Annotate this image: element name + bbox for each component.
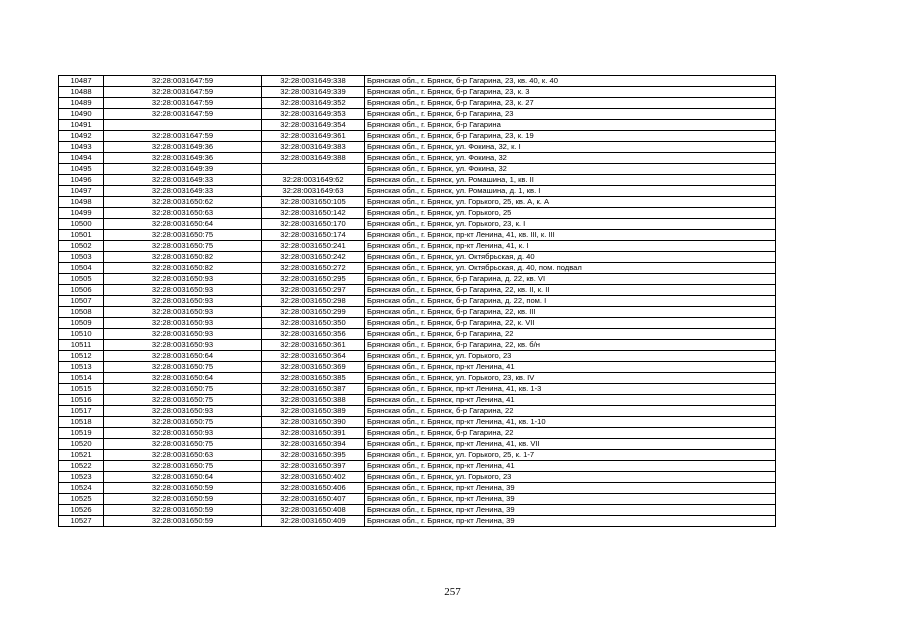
table-row bbox=[59, 197, 776, 208]
cadastral-number-cell: 32:28:0031650:407 bbox=[262, 494, 365, 505]
row-number-cell: 10487 bbox=[59, 76, 104, 87]
cadastral-number-cell: 32:28:0031650:390 bbox=[262, 417, 365, 428]
row-number-cell: 10526 bbox=[59, 505, 104, 516]
parent-cadastral-number-cell: 32:28:0031650:59 bbox=[104, 483, 262, 494]
table-row bbox=[59, 285, 776, 296]
row-number-cell: 10498 bbox=[59, 197, 104, 208]
row-number-cell: 10527 bbox=[59, 516, 104, 527]
cadastral-number-cell: 32:28:0031650:242 bbox=[262, 252, 365, 263]
row-number-cell: 10508 bbox=[59, 307, 104, 318]
parent-cadastral-number-cell: 32:28:0031650:93 bbox=[104, 274, 262, 285]
parent-cadastral-number-cell: 32:28:0031650:93 bbox=[104, 318, 262, 329]
address-cell: Брянская обл., г. Брянск, б-р Гагарина, 23, к. 19 bbox=[365, 131, 776, 142]
row-number-cell: 10519 bbox=[59, 428, 104, 439]
parent-cadastral-number-cell: 32:28:0031650:75 bbox=[104, 362, 262, 373]
parent-cadastral-number-cell: 32:28:0031647:59 bbox=[104, 87, 262, 98]
address-cell: Брянская обл., г. Брянск, б-р Гагарина, 22 bbox=[365, 329, 776, 340]
parent-cadastral-number-cell: 32:28:0031650:82 bbox=[104, 252, 262, 263]
table-row bbox=[59, 164, 776, 175]
table-row bbox=[59, 329, 776, 340]
address-cell: Брянская обл., г. Брянск, ул. Горького, 25 bbox=[365, 208, 776, 219]
address-cell: Брянская обл., г. Брянск, б-р Гагарина, 22, кв. б/н bbox=[365, 340, 776, 351]
table-row bbox=[59, 208, 776, 219]
address-cell: Брянская обл., г. Брянск, б-р Гагарина, д. 22, пом. I bbox=[365, 296, 776, 307]
address-cell: Брянская обл., г. Брянск, пр-кт Ленина, 41, кв. 1-3 bbox=[365, 384, 776, 395]
address-cell: Брянская обл., г. Брянск, ул. Фокина, 32 bbox=[365, 164, 776, 175]
page-number: 257 bbox=[444, 586, 461, 598]
row-number-cell: 10515 bbox=[59, 384, 104, 395]
table-row bbox=[59, 406, 776, 417]
cadastral-number-cell: 32:28:0031650:356 bbox=[262, 329, 365, 340]
table-row bbox=[59, 483, 776, 494]
address-cell: Брянская обл., г. Брянск, ул. Горького, 23 bbox=[365, 472, 776, 483]
parent-cadastral-number-cell: 32:28:0031650:93 bbox=[104, 285, 262, 296]
parent-cadastral-number-cell: 32:28:0031650:93 bbox=[104, 340, 262, 351]
address-cell: Брянская обл., г. Брянск, ул. Горького, 25, к. 1-7 bbox=[365, 450, 776, 461]
table-row bbox=[59, 109, 776, 120]
parent-cadastral-number-cell: 32:28:0031649:36 bbox=[104, 153, 262, 164]
cadastral-number-cell: 32:28:0031650:298 bbox=[262, 296, 365, 307]
address-cell: Брянская обл., г. Брянск, б-р Гагарина, 22 bbox=[365, 428, 776, 439]
cadastral-number-cell: 32:28:0031649:62 bbox=[262, 175, 365, 186]
row-number-cell: 10492 bbox=[59, 131, 104, 142]
table-row bbox=[59, 494, 776, 505]
row-number-cell: 10511 bbox=[59, 340, 104, 351]
cadastral-number-cell: 32:28:0031650:105 bbox=[262, 197, 365, 208]
cadastral-number-cell: 32:28:0031649:353 bbox=[262, 109, 365, 120]
cadastral-number-cell: 32:28:0031650:241 bbox=[262, 241, 365, 252]
row-number-cell: 10521 bbox=[59, 450, 104, 461]
row-number-cell: 10512 bbox=[59, 351, 104, 362]
parent-cadastral-number-cell: 32:28:0031647:59 bbox=[104, 131, 262, 142]
row-number-cell: 10500 bbox=[59, 219, 104, 230]
parent-cadastral-number-cell: 32:28:0031647:59 bbox=[104, 98, 262, 109]
row-number-cell: 10505 bbox=[59, 274, 104, 285]
cadastral-number-cell: 32:28:0031649:339 bbox=[262, 87, 365, 98]
parent-cadastral-number-cell: 32:28:0031650:75 bbox=[104, 417, 262, 428]
row-number-cell: 10496 bbox=[59, 175, 104, 186]
table-row bbox=[59, 450, 776, 461]
cadastral-number-cell: 32:28:0031650:272 bbox=[262, 263, 365, 274]
table-row bbox=[59, 274, 776, 285]
address-cell: Брянская обл., г. Брянск, ул. Ромашина, д. 1, кв. I bbox=[365, 186, 776, 197]
cadastral-number-cell: 32:28:0031650:170 bbox=[262, 219, 365, 230]
cadastral-number-cell: 32:28:0031650:361 bbox=[262, 340, 365, 351]
row-number-cell: 10520 bbox=[59, 439, 104, 450]
table-row bbox=[59, 76, 776, 87]
address-cell: Брянская обл., г. Брянск, б-р Гагарина, 23, к. 27 bbox=[365, 98, 776, 109]
cadastral-number-cell: 32:28:0031650:385 bbox=[262, 373, 365, 384]
row-number-cell: 10517 bbox=[59, 406, 104, 417]
address-cell: Брянская обл., г. Брянск, б-р Гагарина bbox=[365, 120, 776, 131]
address-cell: Брянская обл., г. Брянск, ул. Горького, 23, к. I bbox=[365, 219, 776, 230]
table-row bbox=[59, 219, 776, 230]
parent-cadastral-number-cell: 32:28:0031650:93 bbox=[104, 329, 262, 340]
address-cell: Брянская обл., г. Брянск, б-р Гагарина, д. 22, кв. VI bbox=[365, 274, 776, 285]
row-number-cell: 10504 bbox=[59, 263, 104, 274]
row-number-cell: 10494 bbox=[59, 153, 104, 164]
table-row bbox=[59, 373, 776, 384]
row-number-cell: 10513 bbox=[59, 362, 104, 373]
parent-cadastral-number-cell: 32:28:0031650:75 bbox=[104, 241, 262, 252]
parent-cadastral-number-cell: 32:28:0031649:36 bbox=[104, 142, 262, 153]
parent-cadastral-number-cell: 32:28:0031650:75 bbox=[104, 439, 262, 450]
address-cell: Брянская обл., г. Брянск, пр-кт Ленина, 39 bbox=[365, 483, 776, 494]
table-row bbox=[59, 142, 776, 153]
table-row bbox=[59, 505, 776, 516]
cadastral-number-cell: 32:28:0031650:369 bbox=[262, 362, 365, 373]
cadastral-number-cell: 32:28:0031650:297 bbox=[262, 285, 365, 296]
cadastral-number-cell: 32:28:0031649:352 bbox=[262, 98, 365, 109]
cadastral-number-cell: 32:28:0031650:174 bbox=[262, 230, 365, 241]
parent-cadastral-number-cell: 32:28:0031650:75 bbox=[104, 395, 262, 406]
address-cell: Брянская обл., г. Брянск, б-р Гагарина, 23 bbox=[365, 109, 776, 120]
address-cell: Брянская обл., г. Брянск, б-р Гагарина, 22, кв. II, к. II bbox=[365, 285, 776, 296]
table-row bbox=[59, 186, 776, 197]
cadastral-number-cell: 32:28:0031650:142 bbox=[262, 208, 365, 219]
parent-cadastral-number-cell: 32:28:0031650:64 bbox=[104, 472, 262, 483]
address-cell: Брянская обл., г. Брянск, пр-кт Ленина, 41, кв. 1-10 bbox=[365, 417, 776, 428]
address-cell: Брянская обл., г. Брянск, ул. Октябрьская, д. 40, пом. подвал bbox=[365, 263, 776, 274]
cadastral-number-cell: 32:28:0031649:338 bbox=[262, 76, 365, 87]
parent-cadastral-number-cell: 32:28:0031649:33 bbox=[104, 175, 262, 186]
cadastral-number-cell bbox=[262, 164, 365, 175]
parent-cadastral-number-cell: 32:28:0031650:75 bbox=[104, 384, 262, 395]
parent-cadastral-number-cell: 32:28:0031650:59 bbox=[104, 494, 262, 505]
parent-cadastral-number-cell: 32:28:0031650:64 bbox=[104, 373, 262, 384]
row-number-cell: 10510 bbox=[59, 329, 104, 340]
row-number-cell: 10490 bbox=[59, 109, 104, 120]
address-cell: Брянская обл., г. Брянск, пр-кт Ленина, 41, к. I bbox=[365, 241, 776, 252]
row-number-cell: 10523 bbox=[59, 472, 104, 483]
table-row bbox=[59, 362, 776, 373]
row-number-cell: 10524 bbox=[59, 483, 104, 494]
table-row bbox=[59, 351, 776, 362]
table-row bbox=[59, 175, 776, 186]
parent-cadastral-number-cell: 32:28:0031650:63 bbox=[104, 450, 262, 461]
row-number-cell: 10493 bbox=[59, 142, 104, 153]
row-number-cell: 10506 bbox=[59, 285, 104, 296]
table-row bbox=[59, 120, 776, 131]
table-row bbox=[59, 241, 776, 252]
address-cell: Брянская обл., г. Брянск, ул. Фокина, 32 bbox=[365, 153, 776, 164]
cadastral-number-cell: 32:28:0031649:63 bbox=[262, 186, 365, 197]
table-row bbox=[59, 428, 776, 439]
parent-cadastral-number-cell: 32:28:0031650:63 bbox=[104, 208, 262, 219]
cadastral-number-cell: 32:28:0031650:299 bbox=[262, 307, 365, 318]
address-cell: Брянская обл., г. Брянск, пр-кт Ленина, 39 bbox=[365, 516, 776, 527]
parent-cadastral-number-cell: 32:28:0031647:59 bbox=[104, 109, 262, 120]
row-number-cell: 10509 bbox=[59, 318, 104, 329]
cadastral-number-cell: 32:28:0031650:402 bbox=[262, 472, 365, 483]
table-row bbox=[59, 516, 776, 527]
cadastral-number-cell: 32:28:0031650:295 bbox=[262, 274, 365, 285]
address-cell: Брянская обл., г. Брянск, пр-кт Ленина, 41, кв. III, к. III bbox=[365, 230, 776, 241]
address-cell: Брянская обл., г. Брянск, ул. Горького, 23, кв. IV bbox=[365, 373, 776, 384]
cadastral-number-cell: 32:28:0031650:409 bbox=[262, 516, 365, 527]
row-number-cell: 10488 bbox=[59, 87, 104, 98]
cadastral-number-cell: 32:28:0031649:388 bbox=[262, 153, 365, 164]
table-row bbox=[59, 153, 776, 164]
table-row bbox=[59, 417, 776, 428]
table-row bbox=[59, 230, 776, 241]
parent-cadastral-number-cell: 32:28:0031650:82 bbox=[104, 263, 262, 274]
table-row bbox=[59, 318, 776, 329]
address-cell: Брянская обл., г. Брянск, ул. Горького, 25, кв. А, к. А bbox=[365, 197, 776, 208]
parent-cadastral-number-cell: 32:28:0031649:33 bbox=[104, 186, 262, 197]
row-number-cell: 10495 bbox=[59, 164, 104, 175]
parent-cadastral-number-cell: 32:28:0031649:39 bbox=[104, 164, 262, 175]
table-row bbox=[59, 384, 776, 395]
parent-cadastral-number-cell bbox=[104, 120, 262, 131]
row-number-cell: 10507 bbox=[59, 296, 104, 307]
row-number-cell: 10514 bbox=[59, 373, 104, 384]
address-cell: Брянская обл., г. Брянск, пр-кт Ленина, 41, кв. VII bbox=[365, 439, 776, 450]
table-row bbox=[59, 472, 776, 483]
address-cell: Брянская обл., г. Брянск, пр-кт Ленина, 41 bbox=[365, 461, 776, 472]
parent-cadastral-number-cell: 32:28:0031647:59 bbox=[104, 76, 262, 87]
row-number-cell: 10489 bbox=[59, 98, 104, 109]
address-cell: Брянская обл., г. Брянск, ул. Октябрьская, д. 40 bbox=[365, 252, 776, 263]
address-cell: Брянская обл., г. Брянск, б-р Гагарина, 23, кв. 40, к. 40 bbox=[365, 76, 776, 87]
address-cell: Брянская обл., г. Брянск, пр-кт Ленина, 39 bbox=[365, 494, 776, 505]
parent-cadastral-number-cell: 32:28:0031650:64 bbox=[104, 219, 262, 230]
cadastral-number-cell: 32:28:0031650:408 bbox=[262, 505, 365, 516]
row-number-cell: 10522 bbox=[59, 461, 104, 472]
cadastral-number-cell: 32:28:0031650:395 bbox=[262, 450, 365, 461]
table-row bbox=[59, 461, 776, 472]
address-cell: Брянская обл., г. Брянск, пр-кт Ленина, 41 bbox=[365, 395, 776, 406]
table-row bbox=[59, 395, 776, 406]
address-cell: Брянская обл., г. Брянск, пр-кт Ленина, 39 bbox=[365, 505, 776, 516]
parent-cadastral-number-cell: 32:28:0031650:59 bbox=[104, 516, 262, 527]
row-number-cell: 10499 bbox=[59, 208, 104, 219]
cadastral-number-cell: 32:28:0031650:406 bbox=[262, 483, 365, 494]
address-cell: Брянская обл., г. Брянск, б-р Гагарина, 22 bbox=[365, 406, 776, 417]
cadastral-number-cell: 32:28:0031650:388 bbox=[262, 395, 365, 406]
table-row bbox=[59, 252, 776, 263]
parent-cadastral-number-cell: 32:28:0031650:62 bbox=[104, 197, 262, 208]
cadastral-number-cell: 32:28:0031650:387 bbox=[262, 384, 365, 395]
table-row bbox=[59, 131, 776, 142]
address-cell: Брянская обл., г. Брянск, ул. Фокина, 32, к. I bbox=[365, 142, 776, 153]
table-row bbox=[59, 98, 776, 109]
cadastral-number-cell: 32:28:0031650:391 bbox=[262, 428, 365, 439]
parent-cadastral-number-cell: 32:28:0031650:93 bbox=[104, 307, 262, 318]
table-row bbox=[59, 263, 776, 274]
parent-cadastral-number-cell: 32:28:0031650:93 bbox=[104, 296, 262, 307]
table-row bbox=[59, 307, 776, 318]
table-body bbox=[59, 76, 776, 527]
row-number-cell: 10502 bbox=[59, 241, 104, 252]
row-number-cell: 10518 bbox=[59, 417, 104, 428]
address-cell: Брянская обл., г. Брянск, пр-кт Ленина, 41 bbox=[365, 362, 776, 373]
row-number-cell: 10497 bbox=[59, 186, 104, 197]
parent-cadastral-number-cell: 32:28:0031650:59 bbox=[104, 505, 262, 516]
row-number-cell: 10491 bbox=[59, 120, 104, 131]
row-number-cell: 10501 bbox=[59, 230, 104, 241]
address-cell: Брянская обл., г. Брянск, б-р Гагарина, 23, к. 3 bbox=[365, 87, 776, 98]
address-cell: Брянская обл., г. Брянск, ул. Горького, 23 bbox=[365, 351, 776, 362]
parent-cadastral-number-cell: 32:28:0031650:75 bbox=[104, 230, 262, 241]
cadastral-registry-table bbox=[58, 75, 776, 527]
row-number-cell: 10503 bbox=[59, 252, 104, 263]
cadastral-number-cell: 32:28:0031650:350 bbox=[262, 318, 365, 329]
parent-cadastral-number-cell: 32:28:0031650:93 bbox=[104, 406, 262, 417]
cadastral-number-cell: 32:28:0031650:394 bbox=[262, 439, 365, 450]
cadastral-number-cell: 32:28:0031649:354 bbox=[262, 120, 365, 131]
address-cell: Брянская обл., г. Брянск, б-р Гагарина, 22, кв. III bbox=[365, 307, 776, 318]
table-row bbox=[59, 340, 776, 351]
parent-cadastral-number-cell: 32:28:0031650:93 bbox=[104, 428, 262, 439]
table-row bbox=[59, 439, 776, 450]
parent-cadastral-number-cell: 32:28:0031650:75 bbox=[104, 461, 262, 472]
table-row bbox=[59, 87, 776, 98]
table-row bbox=[59, 296, 776, 307]
cadastral-number-cell: 32:28:0031650:364 bbox=[262, 351, 365, 362]
cadastral-number-cell: 32:28:0031650:397 bbox=[262, 461, 365, 472]
parent-cadastral-number-cell: 32:28:0031650:64 bbox=[104, 351, 262, 362]
cadastral-number-cell: 32:28:0031650:389 bbox=[262, 406, 365, 417]
row-number-cell: 10525 bbox=[59, 494, 104, 505]
address-cell: Брянская обл., г. Брянск, ул. Ромашина, 1, кв. II bbox=[365, 175, 776, 186]
address-cell: Брянская обл., г. Брянск, б-р Гагарина, 22, к. VII bbox=[365, 318, 776, 329]
cadastral-number-cell: 32:28:0031649:361 bbox=[262, 131, 365, 142]
cadastral-number-cell: 32:28:0031649:383 bbox=[262, 142, 365, 153]
row-number-cell: 10516 bbox=[59, 395, 104, 406]
